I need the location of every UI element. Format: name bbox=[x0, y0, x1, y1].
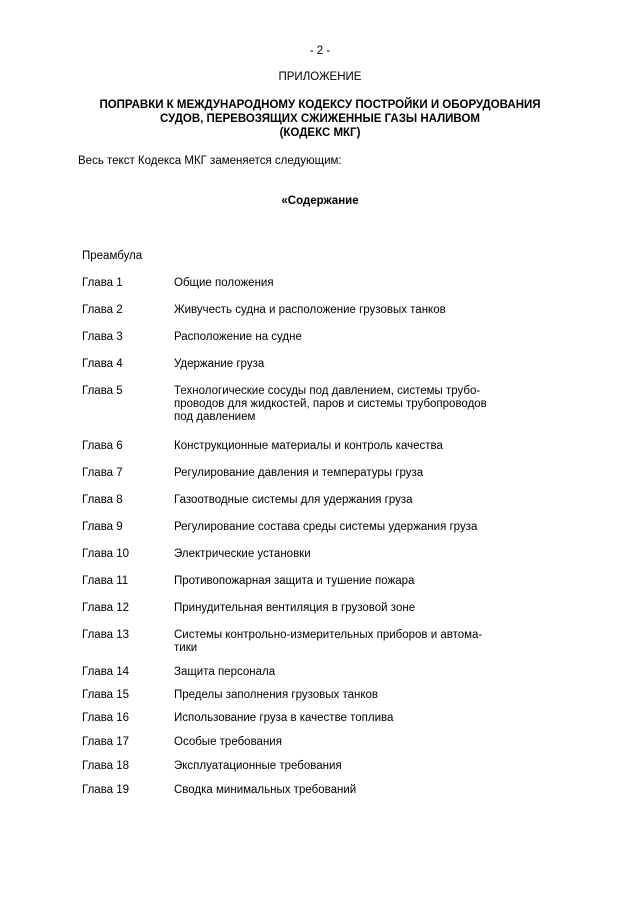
toc-title-line: под давлением bbox=[174, 411, 256, 423]
toc-chapter-label: Глава 9 bbox=[82, 521, 123, 533]
toc-chapter-label: Глава 19 bbox=[82, 784, 130, 796]
toc-title-line: Противопожарная защита и тушение пожара bbox=[174, 575, 415, 587]
toc-chapter-title bbox=[174, 331, 504, 344]
intro-text: Весь текст Кодекса МКГ заменяется следующим: bbox=[78, 155, 342, 167]
toc-chapter-label: Глава 14 bbox=[82, 666, 130, 678]
toc-chapter-title bbox=[174, 666, 504, 679]
toc-chapter-label: Глава 2 bbox=[82, 304, 123, 316]
toc-chapter-title bbox=[174, 277, 504, 290]
toc-chapter-title bbox=[174, 689, 504, 702]
contents-heading: «Содержание bbox=[281, 195, 359, 207]
toc-title-line: Электрические установки bbox=[174, 548, 311, 560]
toc-chapter-label: Глава 15 bbox=[82, 689, 130, 701]
toc-title-line: проводов для жидкостей, паров и системы трубопроводов bbox=[174, 398, 487, 410]
toc-title-line: Регулирование состава среды системы удержания груза bbox=[174, 521, 478, 533]
toc-chapter-title bbox=[174, 521, 504, 534]
toc-chapter-label: Глава 11 bbox=[82, 575, 129, 587]
toc-chapter-label: Глава 13 bbox=[82, 629, 130, 641]
toc-chapter-label: Глава 4 bbox=[82, 358, 123, 370]
toc-chapter-title bbox=[174, 712, 504, 725]
document-heading bbox=[0, 98, 640, 140]
toc-title-line: Регулирование давления и температуры груза bbox=[174, 467, 424, 479]
toc-chapter-title bbox=[174, 548, 504, 561]
toc-chapter-label: Глава 10 bbox=[82, 548, 130, 560]
toc-title-line: Эксплуатационные требования bbox=[174, 760, 342, 772]
toc-chapter-label: Глава 16 bbox=[82, 712, 130, 724]
toc-chapter-title bbox=[174, 440, 504, 453]
toc-title-line: Защита персонала bbox=[174, 666, 276, 678]
toc-chapter-label: Глава 8 bbox=[82, 494, 123, 506]
toc-chapter-title bbox=[174, 304, 504, 317]
toc-chapter-title bbox=[174, 385, 504, 424]
toc-title-line: тики bbox=[174, 642, 198, 654]
toc-chapter-label: Глава 12 bbox=[82, 602, 130, 614]
toc-title-line: Общие положения bbox=[174, 277, 274, 289]
toc-chapter-title bbox=[174, 467, 504, 480]
toc-chapter-title bbox=[174, 760, 504, 773]
toc-title-line: Конструкционные материалы и контроль качества bbox=[174, 440, 443, 452]
toc-chapter-label: Глава 1 bbox=[82, 277, 123, 289]
toc-chapter-label: Глава 17 bbox=[82, 736, 130, 748]
toc-chapter-title bbox=[174, 602, 504, 615]
toc-title-line: Пределы заполнения грузовых танков bbox=[174, 689, 379, 701]
toc-chapter-title bbox=[174, 736, 504, 749]
toc-title-line: Газоотводные системы для удержания груза bbox=[174, 494, 413, 506]
toc-chapter-label: Глава 3 bbox=[82, 331, 123, 343]
toc-chapter-title bbox=[174, 494, 504, 507]
toc-title-line: Использование груза в качестве топлива bbox=[174, 712, 394, 724]
toc-title-line: Расположение на судне bbox=[174, 331, 302, 343]
toc-title-line: Сводка минимальных требований bbox=[174, 784, 357, 796]
toc-chapter-label: Глава 5 bbox=[82, 385, 123, 397]
toc-title-line: Системы контрольно-измерительных приборов и автома- bbox=[174, 629, 483, 641]
annex-title: ПРИЛОЖЕНИЕ bbox=[278, 71, 362, 83]
toc-chapter-title bbox=[174, 784, 504, 797]
toc-preamble: Преамбула bbox=[82, 250, 143, 262]
toc-chapter-label: Глава 18 bbox=[82, 760, 130, 772]
toc-chapter-title bbox=[174, 629, 504, 655]
toc-title-line: Особые требования bbox=[174, 736, 282, 748]
heading-line: (КОДЕКС МКГ) bbox=[279, 127, 361, 139]
toc-title-line: Удержание груза bbox=[174, 358, 265, 370]
toc-title-line: Принудительная вентиляция в грузовой зоне bbox=[174, 602, 416, 614]
heading-line: ПОПРАВКИ К МЕЖДУНАРОДНОМУ КОДЕКСУ ПОСТРОЙКИ И ОБОРУДОВАНИЯ bbox=[99, 99, 541, 111]
heading-line: СУДОВ, ПЕРЕВОЗЯЩИХ СЖИЖЕННЫЕ ГАЗЫ НАЛИВОМ bbox=[160, 113, 480, 125]
toc-chapter-title bbox=[174, 575, 504, 588]
toc-chapter-label: Глава 6 bbox=[82, 440, 123, 452]
toc-title-line: Технологические сосуды под давлением, системы трубо- bbox=[174, 385, 481, 397]
page-number: - 2 - bbox=[309, 45, 331, 57]
toc-title-line: Живучесть судна и расположение грузовых танков bbox=[174, 304, 446, 316]
toc-chapter-title bbox=[174, 358, 504, 371]
toc-chapter-label: Глава 7 bbox=[82, 467, 123, 479]
